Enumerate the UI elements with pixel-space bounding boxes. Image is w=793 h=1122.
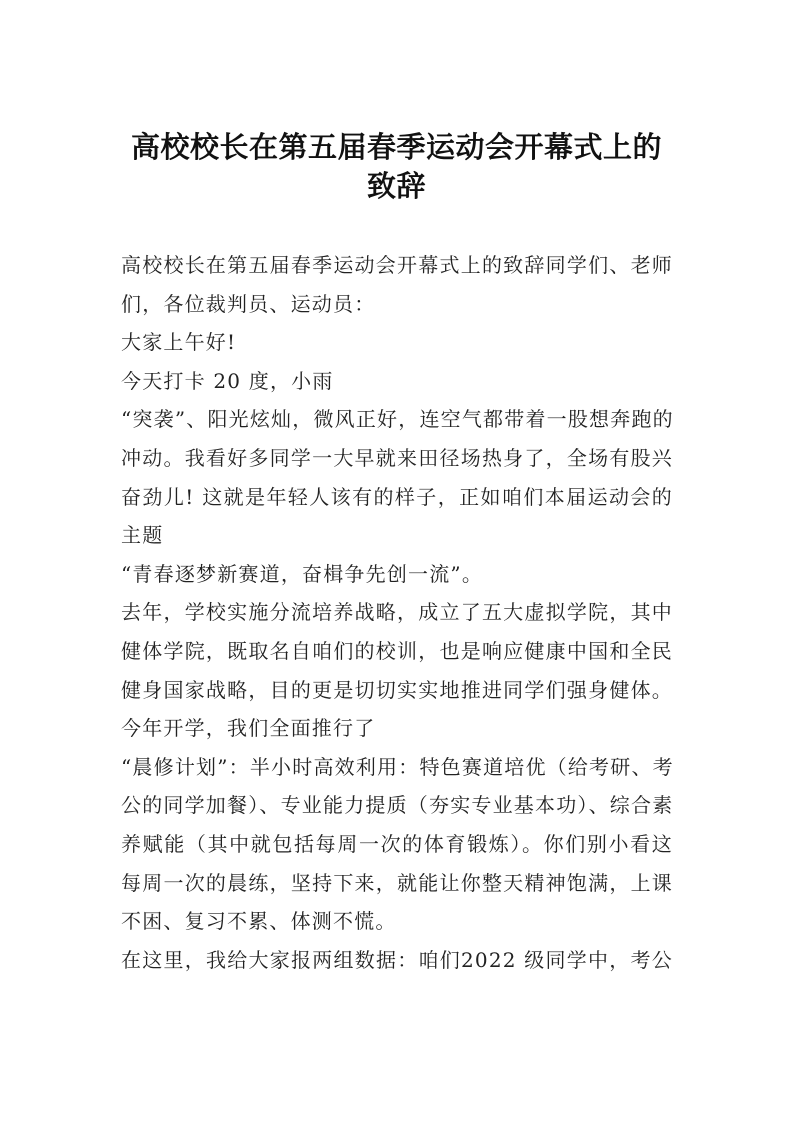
- body-line: “青春逐梦新赛道，奋楫争先创一流”。: [121, 561, 484, 586]
- body-line: 奋劲儿! 这就是年轻人该有的样子，正如咱们本届运动会的: [121, 484, 673, 509]
- body-line: 不困、复习不累、体测不慌。: [121, 909, 397, 934]
- body-line: 公的同学加餐）、专业能力提质（夯实专业基本功）、综合素: [121, 793, 674, 818]
- body-line: 高校校长在第五届春季运动会开幕式上的致辞同学们、老师: [121, 253, 673, 277]
- document-body: [121, 246, 673, 979]
- body-line: 健体学院，既取名自咱们的校训，也是响应健康中国和全民: [121, 638, 673, 663]
- body-line: 主题: [121, 523, 164, 548]
- body-line: 在这里，我给大家报两组数据：咱们2022 级同学中，考公: [121, 947, 673, 972]
- document-title: [110, 118, 683, 203]
- body-line: 今年开学，我们全面推行了: [121, 716, 376, 741]
- body-line: 们，各位裁判员、运动员：: [121, 291, 376, 316]
- body-line: “突袭”、阳光炫灿，微风正好，连空气都带着一股想奔跑的: [121, 407, 674, 432]
- body-line: 大家上午好!: [121, 330, 237, 355]
- body-line: “晨修计划”：半小时高效利用：特色赛道培优（给考研、考: [121, 754, 674, 779]
- title-line: 高校校长在第五届春季运动会开幕式上的: [130, 130, 662, 164]
- body-line: 养赋能（其中就包括每周一次的体育锻炼）。你们别小看这: [121, 831, 673, 856]
- body-line: 健身国家战略，目的更是切切实实地推进同学们强身健体。: [121, 677, 673, 702]
- body-line: 去年，学校实施分流培养战略，成立了五大虚拟学院，其中: [121, 600, 673, 625]
- body-line: 冲动。我看好多同学一大早就来田径场热身了，全场有股兴: [121, 445, 673, 470]
- body-line: 今天打卡 20 度，小雨: [121, 368, 334, 393]
- body-line: 每周一次的晨练，坚持下来，就能让你整天精神饱满，上课: [121, 870, 673, 895]
- title-line: 致辞: [366, 168, 426, 203]
